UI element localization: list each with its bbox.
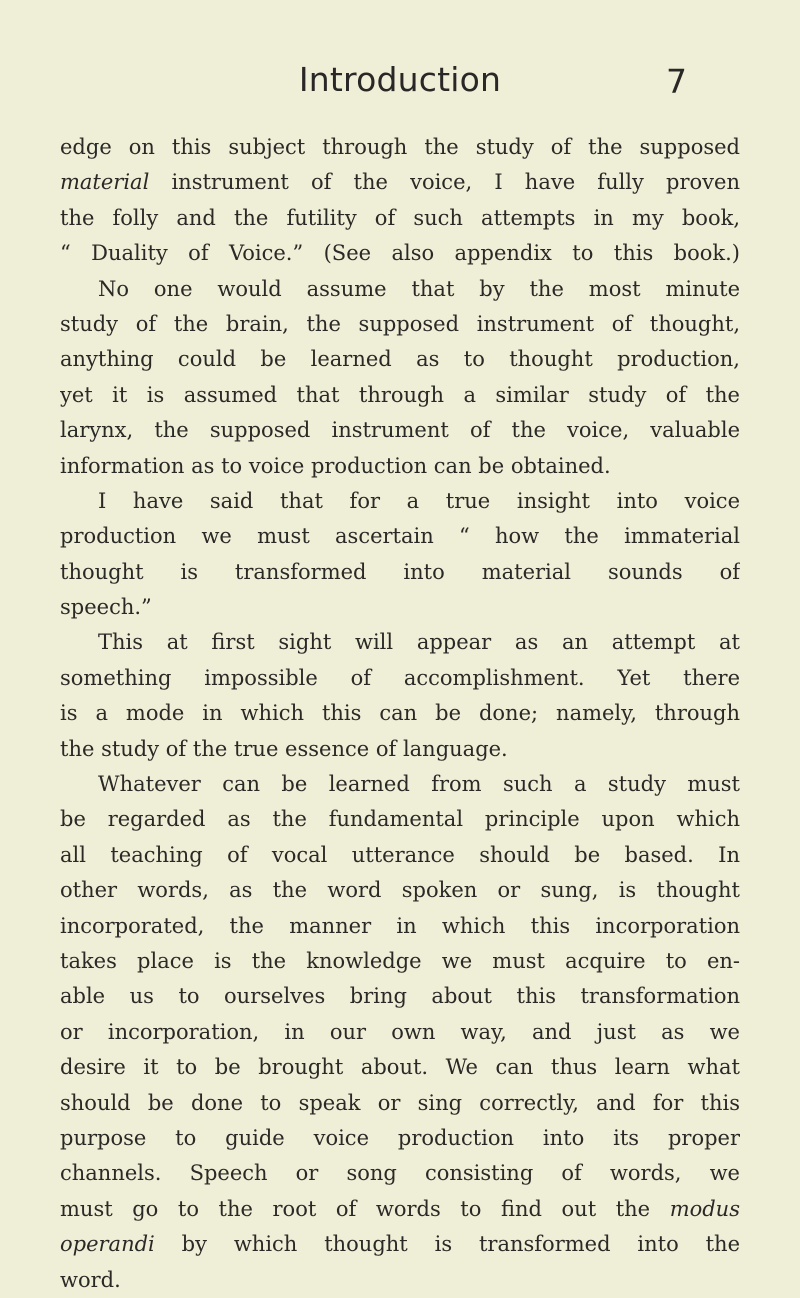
text-line: purpose to guide voice production into its proper: [60, 1125, 740, 1150]
text-line: takes place is the knowledge we must acquire to en-: [60, 948, 740, 973]
text-line: be regarded as the fundamental principle upon which: [60, 807, 740, 832]
text-line: something impossible of accomplishment. Yet there: [60, 665, 740, 690]
text-line: must go to the root of words to find out the modus: [60, 1196, 740, 1221]
text-line: yet it is assumed that through a similar study of the: [60, 382, 740, 407]
text-line: Whatever can be learned from such a study must: [98, 772, 740, 797]
text-line: edge on this subject through the study of the supposed: [60, 135, 740, 159]
italic-word: material: [60, 170, 150, 195]
text-line: able us to ourselves bring about this transformation: [60, 984, 740, 1009]
text-line: the study of the true essence of language.: [60, 736, 508, 761]
text-line: operandi by which thought is transformed into the: [60, 1232, 740, 1257]
italic-word: modus: [669, 1196, 740, 1221]
text-line: desire it to be brought about. We can thus learn what: [60, 1055, 740, 1080]
page-number: 7: [666, 62, 687, 101]
text-line: This at first sight will appear as an attempt at: [98, 630, 740, 655]
text-line: is a mode in which this can be done; namely, through: [60, 701, 740, 726]
text-line: study of the brain, the supposed instrument of thought,: [60, 311, 740, 336]
text-line: speech.”: [60, 595, 152, 620]
text-line: material instrument of the voice, I have fully proven: [60, 170, 740, 195]
text-line: word.: [60, 1267, 121, 1292]
text-line: thought is transformed into material sounds of: [60, 559, 740, 584]
text-line: No one would assume that by the most minute: [98, 276, 740, 301]
text-line: “ Duality of Voice.” (See also appendix to this book.): [60, 241, 740, 266]
page-header: [0, 60, 800, 106]
text-line: channels. Speech or song consisting of words, we: [60, 1161, 740, 1186]
body-text: [60, 130, 740, 1298]
text-line: anything could be learned as to thought production,: [60, 347, 740, 372]
text-line: larynx, the supposed instrument of the voice, valuable: [60, 418, 740, 443]
text-line: other words, as the word spoken or sung, is thought: [60, 878, 740, 903]
text-line: incorporated, the manner in which this incorporation: [60, 913, 740, 938]
italic-word: operandi: [60, 1232, 155, 1257]
text-line: the folly and the futility of such attempts in my book,: [60, 205, 740, 230]
text-line: should be done to speak or sing correctly, and for this: [60, 1090, 740, 1115]
text-line: information as to voice production can be obtained.: [60, 453, 611, 478]
running-title: Introduction: [298, 60, 502, 99]
text-line: or incorporation, in our own way, and just as we: [60, 1019, 740, 1044]
text-line: I have said that for a true insight into voice: [98, 488, 740, 513]
text-line: all teaching of vocal utterance should be based. In: [60, 842, 740, 867]
text-line: production we must ascertain “ how the immaterial: [60, 524, 740, 549]
